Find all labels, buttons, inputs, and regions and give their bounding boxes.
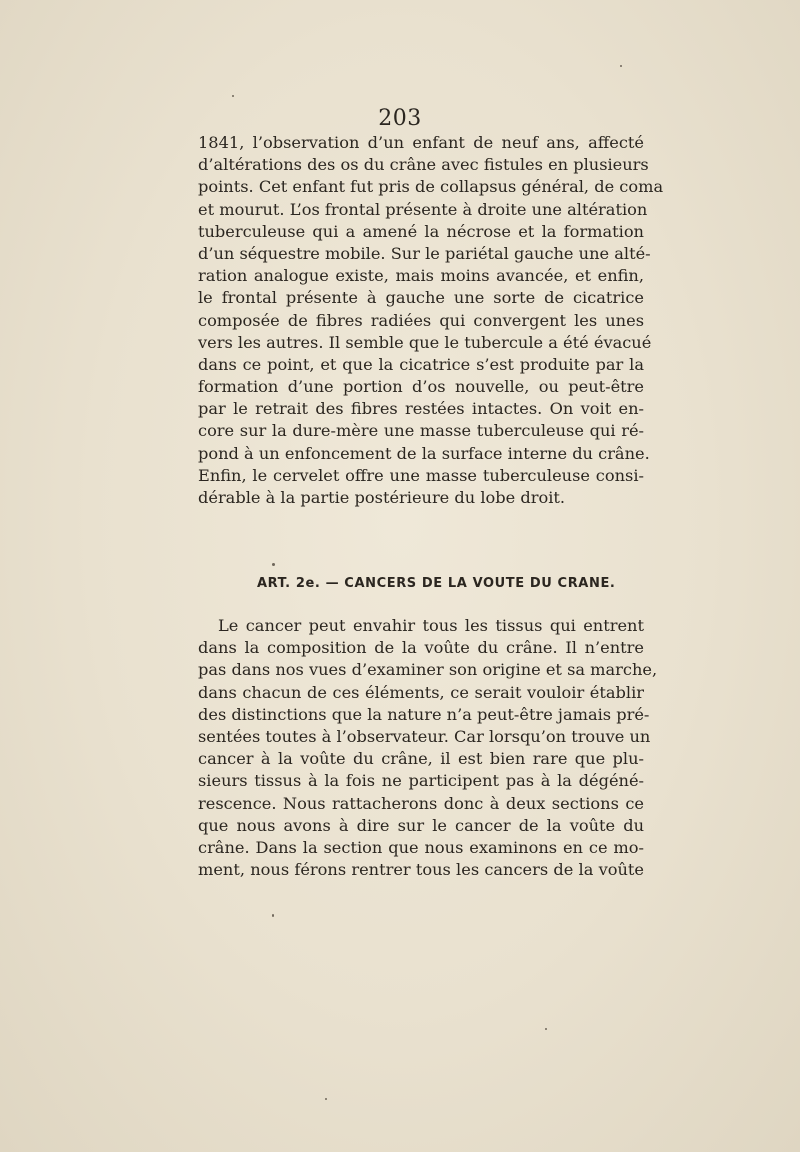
text-line: pond à un enfoncement de la surface interne du crâne. bbox=[198, 443, 650, 463]
paragraph-cancer bbox=[198, 615, 658, 881]
text-line: core sur la dure-mère une masse tuberculeuse qui ré- bbox=[198, 421, 644, 441]
text-line: d’un séquestre mobile. Sur le pariétal gauche une alté- bbox=[198, 243, 651, 263]
paper-speck bbox=[232, 95, 234, 97]
text-line: dans la composition de la voûte du crâne. Il n’entre bbox=[198, 638, 644, 658]
text-line: ment, nous férons rentrer tous les cancers de la voûte bbox=[198, 860, 644, 880]
text-line: et mourut. L’os frontal présente à droite une altération bbox=[198, 199, 648, 219]
text-line: Le cancer peut envahir tous les tissus qui entrent bbox=[218, 616, 644, 635]
text-line: cancer à la voûte du crâne, il est bien rare que plu- bbox=[198, 749, 644, 769]
paper-speck bbox=[272, 563, 275, 566]
paper-speck bbox=[272, 914, 274, 917]
text-line: dérable à la partie postérieure du lobe droit. bbox=[198, 488, 566, 507]
text-line: dans chacun de ces éléments, ce serait vouloir établir bbox=[198, 682, 644, 702]
text-line: Enfin, le cervelet offre une masse tuberculeuse consi- bbox=[198, 465, 644, 485]
section-heading: ART. 2e. — CANCERS DE LA VOUTE DU CRANE. bbox=[257, 576, 616, 591]
page-number: 203 bbox=[378, 106, 422, 131]
text-line: formation d’une portion d’os nouvelle, ou peut-être bbox=[198, 377, 644, 397]
text-line: sieurs tissus à la fois ne participent pas à la dégéné- bbox=[198, 771, 644, 791]
text-line: tuberculeuse qui a amené la nécrose et la formation bbox=[198, 221, 644, 241]
paper-speck bbox=[545, 1028, 547, 1030]
paragraph-observation bbox=[198, 132, 664, 509]
text-line: points. Cet enfant fut pris de collapsus général, de coma bbox=[198, 177, 664, 197]
text-line: ration analogue existe, mais moins avancée, et enfin, bbox=[198, 266, 644, 286]
text-line: composée de fibres radiées qui convergent les unes bbox=[198, 310, 644, 330]
text-line: rescence. Nous rattacherons donc à deux sections ce bbox=[198, 793, 644, 813]
text-line: sentées toutes à l’observateur. Car lorsqu’on trouve un bbox=[198, 726, 651, 746]
text-line: vers les autres. Il semble que le tubercule a été évacué bbox=[198, 332, 652, 352]
text-line: d’altérations des os du crâne avec fistules en plusieurs bbox=[198, 155, 649, 175]
text-line: 1841, l’observation d’un enfant de neuf ans, affecté bbox=[198, 133, 644, 152]
text-line: que nous avons à dire sur le cancer de la voûte du bbox=[198, 815, 644, 835]
text-line: le frontal présente à gauche une sorte de cicatrice bbox=[198, 288, 644, 308]
text-line: des distinctions que la nature n’a peut-être jamais pré- bbox=[198, 704, 650, 724]
paper-speck bbox=[620, 65, 622, 67]
paper-speck bbox=[325, 1098, 327, 1100]
text-line: dans ce point, et que la cicatrice s’est produite par la bbox=[198, 354, 644, 374]
text-line: par le retrait des fibres restées intactes. On voit en- bbox=[198, 399, 644, 419]
text-line: pas dans nos vues d’examiner son origine et sa marche, bbox=[198, 660, 658, 680]
text-line: crâne. Dans la section que nous examinons en ce mo- bbox=[198, 837, 644, 857]
